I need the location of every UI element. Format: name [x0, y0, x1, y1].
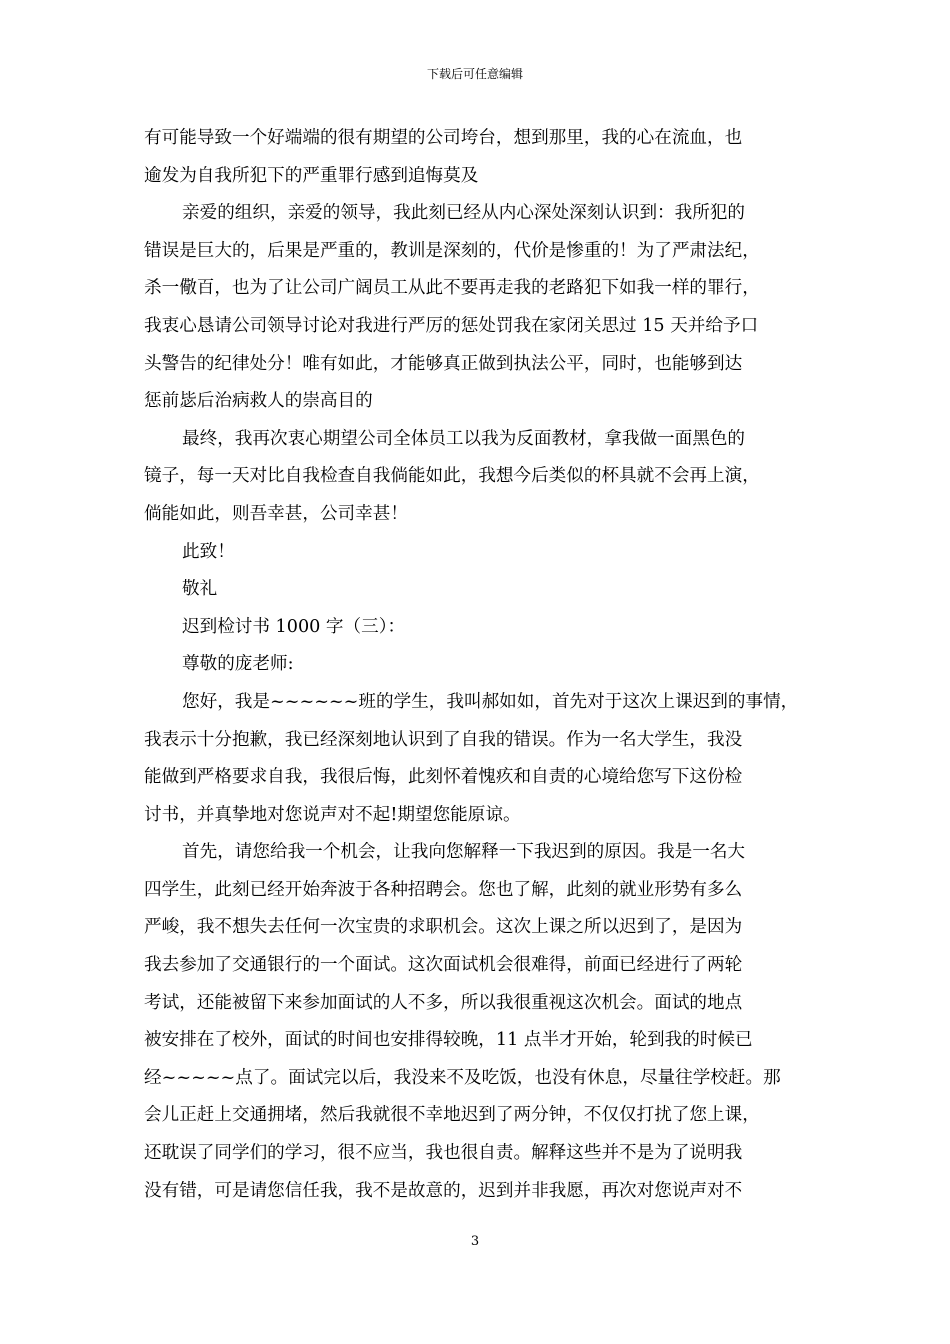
text-line: 尊敬的庞老师:: [182, 654, 294, 675]
text-line: 经~~~~~点了。面试完以后，我没来不及吃饭，也没有休息，尽量往学校赶。那: [144, 1067, 781, 1088]
text-line: 我表示十分抱歉，我已经深刻地认识到了自我的错误。作为一名大学生，我没: [144, 729, 743, 750]
text-line: 会儿正赶上交通拥堵，然后我就很不幸地迟到了两分钟，不仅仅打扰了您上课，: [144, 1105, 760, 1126]
text-line: 严峻，我不想失去任何一次宝贵的求职机会。这次上课之所以迟到了，是因为: [144, 917, 743, 938]
text-line: 首先，请您给我一个机会，让我向您解释一下我迟到的原因。我是一名大: [182, 842, 746, 863]
text-line: 错误是巨大的，后果是严重的，教训是深刻的，代价是惨重的！为了严肃法纪，: [144, 240, 760, 261]
text-line: 我去参加了交通银行的一个面试。这次面试机会很难得，前面已经进行了两轮: [144, 955, 743, 976]
text-line: 惩前毖后治病救人的崇高目的: [144, 391, 373, 412]
text-line: 没有错，可是请您信任我，我不是故意的，迟到并非我愿，再次对您说声对不: [144, 1180, 743, 1201]
text-line: 亲爱的组织，亲爱的领导，我此刻已经从内心深处深刻认识到：我所犯的: [182, 203, 746, 224]
text-line: 倘能如此，则吾幸甚，公司幸甚！: [144, 503, 408, 524]
text-line: 有可能导致一个好端端的很有期望的公司垮台，想到那里，我的心在流血，也: [144, 128, 743, 148]
text-line: 最终，我再次衷心期望公司全体员工以我为反面教材，拿我做一面黑色的: [182, 428, 746, 449]
text-line: 考试，还能被留下来参加面试的人不多，所以我很重视这次机会。面试的地点: [144, 992, 743, 1013]
page-header: 下载后可任意编辑: [426, 67, 523, 81]
text-line: 头警告的纪律处分！唯有如此，才能够真正做到执法公平，同时，也能够到达: [144, 353, 743, 374]
text-line: 四学生，此刻已经开始奔波于各种招聘会。您也了解，此刻的就业形势有多么: [144, 879, 743, 900]
text-line: 我衷心恳请公司领导讨论对我进行严厉的惩处罚我在家闭关思过 15 天并给予口: [144, 315, 759, 336]
text-line: 您好，我是~~~~~~班的学生，我叫郝如如，首先对于这次上课迟到的事情，: [182, 691, 799, 712]
text-line: 此致！: [182, 541, 235, 562]
text-line: 杀一儆百，也为了让公司广阔员工从此不要再走我的老路犯下如我一样的罪行，: [144, 278, 760, 299]
text-line: 镜子，每一天对比自我检查自我倘能如此，我想今后类似的杯具就不会再上演，: [144, 466, 760, 487]
text-line: 讨书，并真挚地对您说声对不起!期望您能原谅。: [144, 804, 521, 825]
document-body: [144, 120, 808, 1210]
text-line: 能做到严格要求自我，我很后悔，此刻怀着愧疚和自责的心境给您写下这份检: [144, 767, 743, 788]
text-line: 还耽误了同学们的学习，很不应当，我也很自责。解释这些并不是为了说明我: [144, 1143, 743, 1164]
page-number: 3: [470, 1234, 480, 1249]
text-line: 敬礼: [182, 579, 218, 600]
text-line: 迟到检讨书 1000 字（三）：: [182, 616, 406, 637]
text-line: 被安排在了校外，面试的时间也安排得较晚，11 点半才开始，轮到我的时候已: [144, 1030, 753, 1051]
text-line: 逾发为自我所犯下的严重罪行感到追悔莫及: [144, 165, 479, 186]
